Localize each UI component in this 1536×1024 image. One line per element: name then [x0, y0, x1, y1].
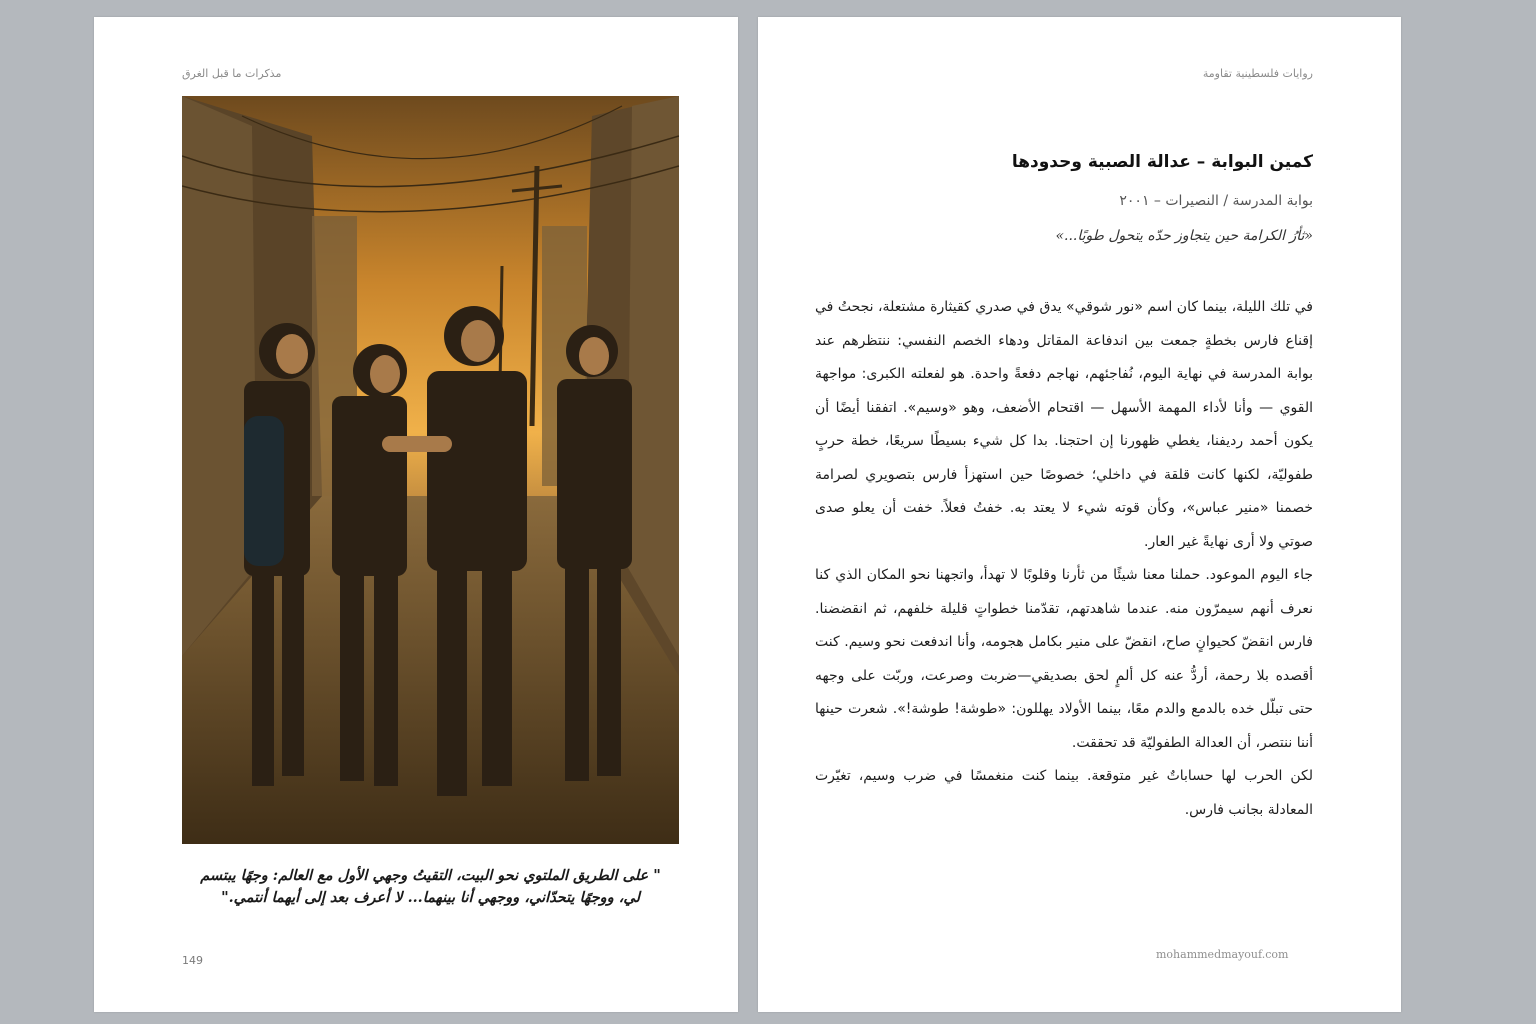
chapter-location: بوابة المدرسة / النصيرات – ٢٠٠١	[1119, 193, 1313, 209]
illustration-caption	[182, 865, 679, 909]
illustration-image	[182, 96, 679, 844]
paragraph-3: لكن الحرب لها حساباتٌ غير متوقعة. بينما كنت منغمسًا في ضرب وسيم، تغيّرت المعادلة بجانب فارس.	[815, 768, 1313, 818]
paragraph-2: جاء اليوم الموعود. حملنا معنا شيئًا من ثأرنا وقلوبًا لا تهدأ، واتجهنا نحو المكان الذي كنا نعرف أنهم سيمرّون منه. عندما شاهدتهم، تقدّمنا خطواتٍ قليلة خلفهم، ثم انقضضنا. فارس انقضّ كحيوانٍ صاح، انقضّ على منير بكامل هجومه، وأنا اندفعت نحو وسيم. كنت أقصده بلا رحمة، أردُّ عنه كل ألمٍ لحق بصديقي—ضربت وصرعت، وربّت على وجهه حتى تبلّل خده بالدمع والدم معًا، بينما الأولاد يهللون: «طوشة! طوشة!». شعرت حينها أننا ننتصر، أن العدالة الطفوليّة قد تحققت.	[815, 567, 1313, 751]
caption-line-1: " على الطريق الملتوي نحو البيت، التقيتُ وجهي الأول مع العالم: وجهًا يبتسم	[200, 867, 661, 884]
running-head-right: روايات فلسطينية تقاومة	[1202, 67, 1313, 80]
footer-url[interactable]: mohammedmayouf.com	[1156, 948, 1289, 961]
chapter-title: كمين البوابة – عدالة الصبية وحدودها	[1011, 152, 1313, 172]
paragraph-1: في تلك الليلة، بينما كان اسم «نور شوقي» يدق في صدري كقيثارة مشتعلة، نجحتُ في إقناع فارس بخطةٍ جمعت بين اندفاعة المقاتل ودهاء الخصم النفسي: ننتظرهم عند بوابة المدرسة في نهاية اليوم، نُفاجئهم، نهاجم دفعةً واحدة. هو لفعلته الكبرى: مواجهة القوي — وأنا لأداء المهمة الأسهل — اقتحام الأضعف، وهو «وسيم». اتفقنا أيضًا أن يكون أحمد رديفنا، يغطي ظهورنا إن احتجنا. بدا كل شيء بسيطًا سريعًا، خطة حربٍ طفوليّة، لكنها كانت قلقة في داخلي؛ خصوصًا حين استهزأ فارس بتصويري لصرامة خصمنا «منير عباس»، وكأن قوته شيء لا يعتد به. خفتُ فعلاً. خفت أن يعلو صدى صوتي ولا أرى نهايةً غير العار.	[815, 299, 1313, 550]
chapter-epigraph: «ثأرُ الكرامة حين يتجاوز حدّه يتحول طوبًا...»	[1055, 228, 1313, 244]
caption-line-2: لي، ووجهًا يتحدّاني، ووجهي أنا بينهما... لا أعرف بعد إلى أيهما أنتمي."	[221, 889, 640, 906]
left-page	[94, 17, 738, 1012]
running-head-left: مذكرات ما قبل الغرق	[182, 67, 282, 80]
body-text	[815, 291, 1313, 827]
right-page	[758, 17, 1401, 1012]
page-number: 149	[182, 954, 203, 967]
